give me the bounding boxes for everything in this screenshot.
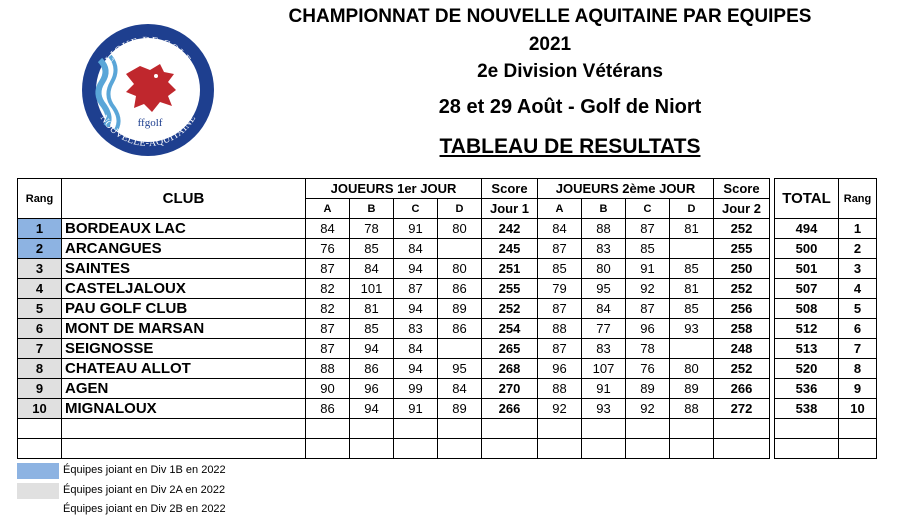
empty-cell (714, 439, 770, 459)
day1-score: 80 (438, 259, 482, 279)
table-row (18, 259, 877, 279)
club-name: CHATEAU ALLOT (62, 359, 306, 379)
header-player: A (306, 199, 350, 219)
empty-cell (62, 439, 306, 459)
rank-right: 5 (839, 299, 877, 319)
empty-cell (626, 419, 670, 439)
empty-cell (306, 439, 350, 459)
day2-score (670, 339, 714, 359)
club-name: PAU GOLF CLUB (62, 299, 306, 319)
day2-score: 87 (626, 219, 670, 239)
day1-score: 87 (394, 279, 438, 299)
score-day2: 272 (714, 399, 770, 419)
day2-score: 78 (626, 339, 670, 359)
rank-cell: 8 (18, 359, 62, 379)
header-total: TOTAL (775, 179, 839, 219)
rank-right: 10 (839, 399, 877, 419)
empty-cell (18, 419, 62, 439)
day2-score: 85 (670, 299, 714, 319)
day1-score: 87 (306, 319, 350, 339)
legend-swatch-div1b (17, 463, 59, 479)
rank-cell: 1 (18, 219, 62, 239)
day1-score: 85 (350, 319, 394, 339)
day2-score: 88 (670, 399, 714, 419)
day2-score: 81 (670, 219, 714, 239)
empty-cell (839, 439, 877, 459)
empty-cell (482, 439, 538, 459)
day2-score: 87 (538, 239, 582, 259)
day2-score: 83 (582, 339, 626, 359)
score-day1: 245 (482, 239, 538, 259)
empty-row (18, 439, 877, 459)
total-score: 513 (775, 339, 839, 359)
empty-row (18, 419, 877, 439)
day1-score: 89 (438, 399, 482, 419)
score-day1: 252 (482, 299, 538, 319)
logo-bottom-text: NOUVELLE-AQUITAINE (97, 113, 199, 150)
logo-brand: ffgolf (137, 117, 163, 129)
legend-text-div2b: Équipes joiant en Div 2B en 2022 (63, 503, 226, 515)
day2-score: 88 (538, 379, 582, 399)
empty-cell (839, 419, 877, 439)
day1-score: 76 (306, 239, 350, 259)
day1-score: 78 (350, 219, 394, 239)
day1-score: 82 (306, 279, 350, 299)
day2-score: 83 (582, 239, 626, 259)
day2-score: 85 (538, 259, 582, 279)
day1-score: 94 (394, 259, 438, 279)
day1-score: 101 (350, 279, 394, 299)
table-row (18, 299, 877, 319)
empty-cell (775, 439, 839, 459)
day1-score: 94 (394, 299, 438, 319)
day2-score: 91 (626, 259, 670, 279)
club-name: MIGNALOUX (62, 399, 306, 419)
rank-cell: 4 (18, 279, 62, 299)
club-name: SEIGNOSSE (62, 339, 306, 359)
score-day2: 258 (714, 319, 770, 339)
club-name: BORDEAUX LAC (62, 219, 306, 239)
total-score: 500 (775, 239, 839, 259)
table-row (18, 339, 877, 359)
day1-score: 96 (350, 379, 394, 399)
day1-score: 86 (438, 319, 482, 339)
header-player: A (538, 199, 582, 219)
header-score1-line1: Score (482, 179, 538, 199)
day2-score: 95 (582, 279, 626, 299)
day1-score: 82 (306, 299, 350, 319)
day2-score: 77 (582, 319, 626, 339)
empty-cell (775, 419, 839, 439)
score-day1: 268 (482, 359, 538, 379)
score-day1: 255 (482, 279, 538, 299)
score-day1: 251 (482, 259, 538, 279)
empty-cell (582, 439, 626, 459)
table-row (18, 239, 877, 259)
day2-score: 92 (626, 399, 670, 419)
total-score: 501 (775, 259, 839, 279)
header-day1: JOUEURS 1er JOUR (306, 179, 482, 199)
day1-score (438, 339, 482, 359)
table-row (18, 279, 877, 299)
day1-score: 95 (438, 359, 482, 379)
header-score1-line2: Jour 1 (482, 199, 538, 219)
score-day2: 266 (714, 379, 770, 399)
day1-score: 94 (350, 339, 394, 359)
empty-cell (350, 419, 394, 439)
day2-score: 84 (538, 219, 582, 239)
header-player: D (670, 199, 714, 219)
day1-score: 88 (306, 359, 350, 379)
day2-score: 87 (538, 339, 582, 359)
rank-right: 9 (839, 379, 877, 399)
rank-right: 6 (839, 319, 877, 339)
day1-score: 84 (394, 339, 438, 359)
rank-right: 4 (839, 279, 877, 299)
total-score: 507 (775, 279, 839, 299)
day2-score: 88 (582, 219, 626, 239)
results-table (17, 178, 877, 459)
legend-swatch-div2a (17, 483, 59, 499)
year: 2021 (528, 34, 572, 55)
header-player: C (394, 199, 438, 219)
header-score2-line2: Jour 2 (714, 199, 770, 219)
empty-cell (670, 419, 714, 439)
club-name: CASTELJALOUX (62, 279, 306, 299)
rank-right: 8 (839, 359, 877, 379)
day2-score: 79 (538, 279, 582, 299)
day1-score: 84 (438, 379, 482, 399)
empty-cell (670, 439, 714, 459)
day2-score: 87 (538, 299, 582, 319)
header-player: D (438, 199, 482, 219)
score-day1: 266 (482, 399, 538, 419)
rank-right: 1 (839, 219, 877, 239)
score-day1: 265 (482, 339, 538, 359)
empty-cell (62, 419, 306, 439)
day1-score: 86 (306, 399, 350, 419)
total-score: 538 (775, 399, 839, 419)
day1-score: 83 (394, 319, 438, 339)
score-day2: 255 (714, 239, 770, 259)
day1-score: 81 (350, 299, 394, 319)
page-title: CHAMPIONNAT DE NOUVELLE AQUITAINE PAR EQUIPES (288, 6, 812, 27)
ligue-golf-logo (80, 22, 216, 158)
empty-cell (482, 419, 538, 439)
day2-score: 107 (582, 359, 626, 379)
rank-cell: 10 (18, 399, 62, 419)
day1-score: 94 (350, 399, 394, 419)
day2-score: 88 (538, 319, 582, 339)
day1-score: 80 (438, 219, 482, 239)
day1-score: 87 (306, 339, 350, 359)
total-score: 520 (775, 359, 839, 379)
score-day2: 252 (714, 359, 770, 379)
header-rang: Rang (18, 179, 62, 219)
day1-score: 84 (350, 259, 394, 279)
day2-score: 85 (626, 239, 670, 259)
day1-score: 91 (394, 219, 438, 239)
header-rang-right: Rang (839, 179, 877, 219)
score-day2: 252 (714, 219, 770, 239)
empty-cell (538, 439, 582, 459)
day1-score: 87 (306, 259, 350, 279)
legend-text-div1b: Équipes joiant en Div 1B en 2022 (63, 464, 226, 476)
day2-score: 76 (626, 359, 670, 379)
score-day1: 242 (482, 219, 538, 239)
day1-score: 86 (438, 279, 482, 299)
table-row (18, 319, 877, 339)
club-name: ARCANGUES (62, 239, 306, 259)
rank-cell: 5 (18, 299, 62, 319)
day1-score: 86 (350, 359, 394, 379)
day1-score: 91 (394, 399, 438, 419)
header-player: B (350, 199, 394, 219)
header-score2-line1: Score (714, 179, 770, 199)
day1-score: 90 (306, 379, 350, 399)
rank-right: 2 (839, 239, 877, 259)
empty-cell (626, 439, 670, 459)
empty-cell (538, 419, 582, 439)
empty-cell (438, 419, 482, 439)
day2-score: 89 (626, 379, 670, 399)
rank-cell: 7 (18, 339, 62, 359)
rank-right: 7 (839, 339, 877, 359)
empty-cell (438, 439, 482, 459)
header-day2: JOUEURS 2ème JOUR (538, 179, 714, 199)
rank-cell: 3 (18, 259, 62, 279)
day1-score: 89 (438, 299, 482, 319)
total-score: 508 (775, 299, 839, 319)
empty-cell (582, 419, 626, 439)
legend-swatch-div2b (17, 502, 59, 518)
empty-cell (394, 439, 438, 459)
score-day2: 252 (714, 279, 770, 299)
score-day2: 250 (714, 259, 770, 279)
day2-score: 92 (538, 399, 582, 419)
club-name: MONT DE MARSAN (62, 319, 306, 339)
rank-right: 3 (839, 259, 877, 279)
rank-cell: 2 (18, 239, 62, 259)
day2-score: 96 (626, 319, 670, 339)
score-day1: 254 (482, 319, 538, 339)
total-score: 494 (775, 219, 839, 239)
day2-score: 87 (626, 299, 670, 319)
day2-score: 89 (670, 379, 714, 399)
logo-top-text: LIGUE DE GOLF (103, 34, 193, 66)
table-row (18, 379, 877, 399)
header-player: B (582, 199, 626, 219)
day2-score: 80 (670, 359, 714, 379)
rank-cell: 6 (18, 319, 62, 339)
table-row (18, 359, 877, 379)
day2-score: 93 (670, 319, 714, 339)
dates-venue: 28 et 29 Août - Golf de Niort (438, 96, 702, 118)
empty-cell (306, 419, 350, 439)
day2-score: 80 (582, 259, 626, 279)
day2-score (670, 239, 714, 259)
club-name: AGEN (62, 379, 306, 399)
table-row (18, 219, 877, 239)
empty-cell (18, 439, 62, 459)
day2-score: 96 (538, 359, 582, 379)
header-club: CLUB (62, 179, 306, 219)
day2-score: 81 (670, 279, 714, 299)
score-day1: 270 (482, 379, 538, 399)
legend-text-div2a: Équipes joiant en Div 2A en 2022 (63, 484, 226, 496)
day2-score: 84 (582, 299, 626, 319)
score-day2: 248 (714, 339, 770, 359)
empty-cell (714, 419, 770, 439)
empty-cell (394, 419, 438, 439)
day2-score: 91 (582, 379, 626, 399)
day1-score: 94 (394, 359, 438, 379)
rank-cell: 9 (18, 379, 62, 399)
score-day2: 256 (714, 299, 770, 319)
day1-score: 99 (394, 379, 438, 399)
table-row (18, 399, 877, 419)
day1-score: 84 (394, 239, 438, 259)
header-player: C (626, 199, 670, 219)
empty-cell (350, 439, 394, 459)
day1-score (438, 239, 482, 259)
total-score: 536 (775, 379, 839, 399)
day2-score: 92 (626, 279, 670, 299)
subtitle: TABLEAU DE RESULTATS (439, 135, 701, 158)
day1-score: 84 (306, 219, 350, 239)
total-score: 512 (775, 319, 839, 339)
day2-score: 93 (582, 399, 626, 419)
day2-score: 85 (670, 259, 714, 279)
day1-score: 85 (350, 239, 394, 259)
division: 2e Division Vétérans (477, 61, 663, 82)
club-name: SAINTES (62, 259, 306, 279)
